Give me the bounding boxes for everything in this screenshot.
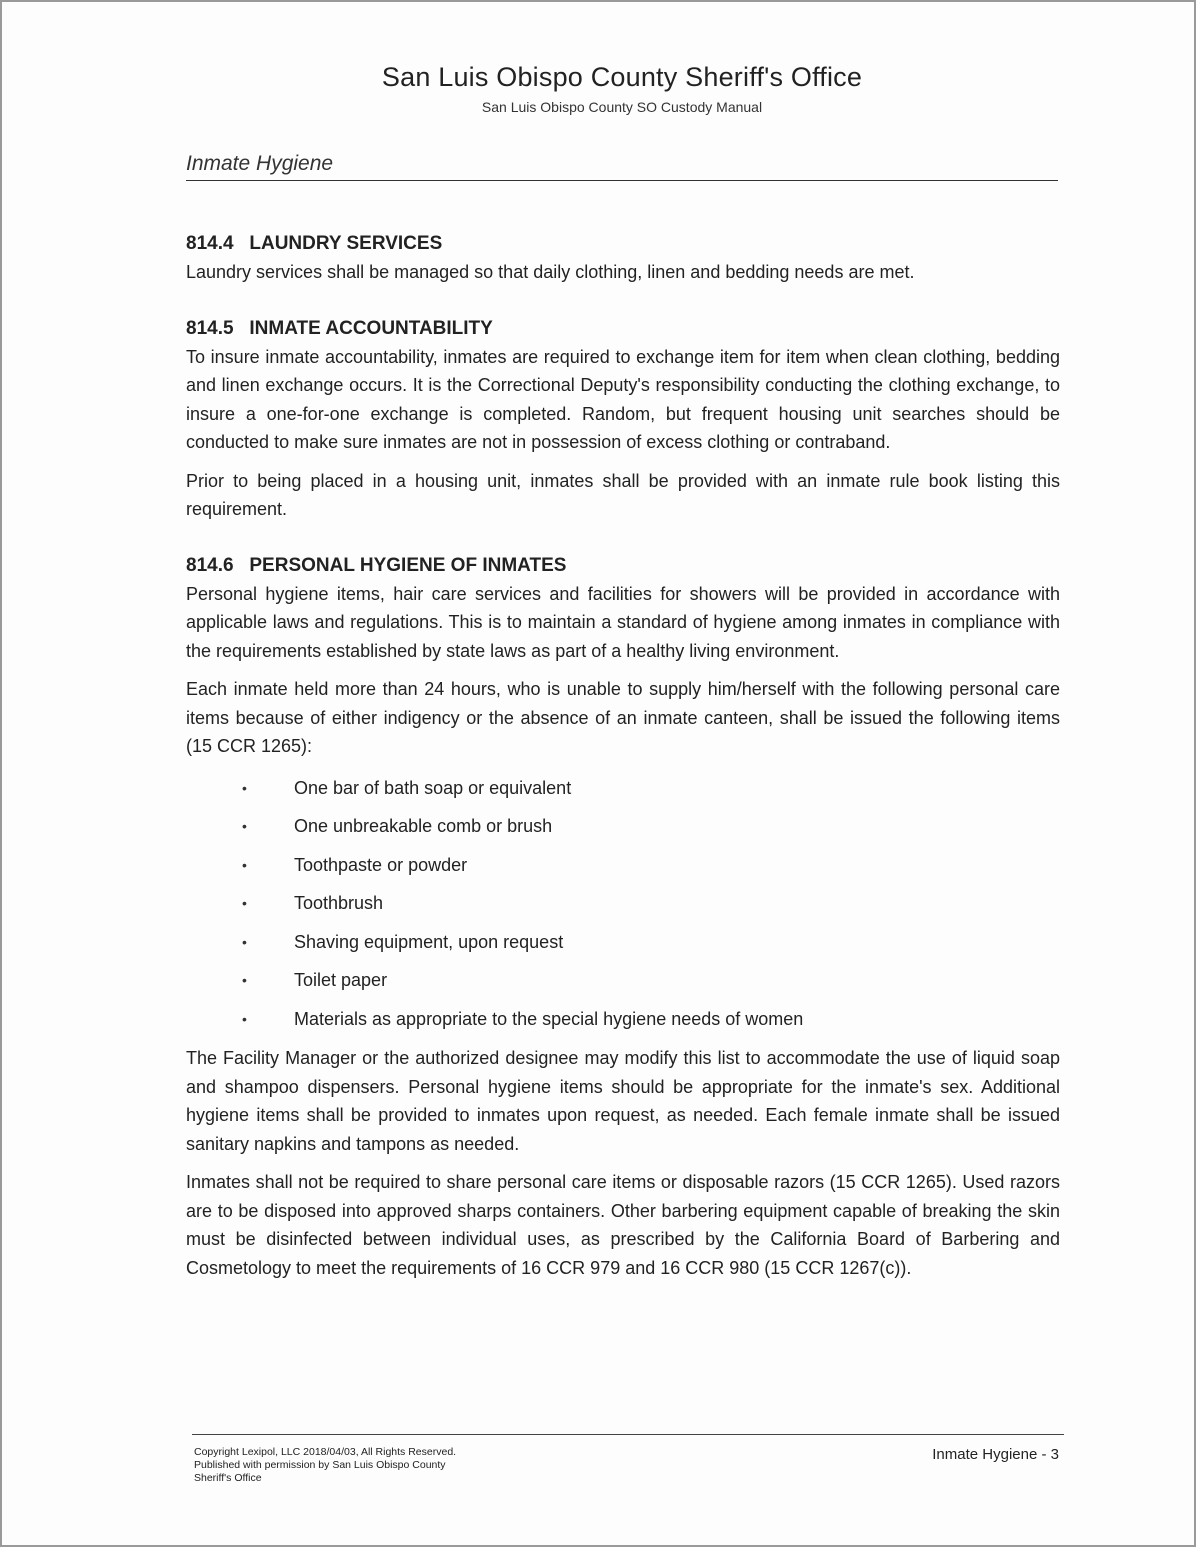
bullet-icon: • <box>242 933 247 950</box>
section-title-personal-hygiene: 814.6 PERSONAL HYGIENE OF INMATES <box>186 554 567 576</box>
list-item: • Shaving equipment, upon request <box>186 923 1060 962</box>
copyright-line: Sheriff's Office <box>194 1472 262 1484</box>
list-item: • Toothpaste or powder <box>186 846 1060 885</box>
page-number-label: Inmate Hygiene - 3 <box>932 1446 1059 1463</box>
bullet-icon: • <box>242 779 247 796</box>
paragraph: Each inmate held more than 24 hours, who is unable to supply him/herself with the following personal care items because of either indigency or the absence of an inmate canteen, shall be issued the following items (15 CCR 1265): <box>186 679 1060 756</box>
list-item: • One unbreakable comb or brush <box>186 807 1060 846</box>
paragraph: Prior to being placed in a housing unit, inmates shall be provided with an inmate rule book listing this requirement. <box>186 470 1060 519</box>
bullet-icon: • <box>242 972 247 988</box>
copyright-line: Copyright Lexipol, LLC 2018/04/03, All Rights Reserved. <box>194 1446 457 1458</box>
copyright-line: Published with permission by San Luis Obispo County <box>194 1459 446 1471</box>
section-title-inmate-accountability: 814.5 INMATE ACCOUNTABILITY <box>186 317 493 339</box>
paragraph: Laundry services shall be managed so that daily clothing, linen and bedding needs are met. <box>186 262 915 282</box>
bullet-icon: • <box>242 818 247 834</box>
bullet-icon: • <box>242 1010 247 1027</box>
paragraph: Personal hygiene items, hair care services and facilities for showers will be provided in accordance with applicable laws and regulations. This is to maintain a standard of hygiene among inmates in compliance with the requirements established by state laws as part of a healthy living environment. <box>186 583 1060 661</box>
document-heading: Inmate Hygiene <box>186 152 1058 181</box>
list-item: • Toothbrush <box>186 884 1060 923</box>
manual-subtitle: San Luis Obispo County SO Custody Manual <box>481 99 763 115</box>
list-item: • Materials as appropriate to the special hygiene needs of women <box>186 1000 1060 1039</box>
footer-divider <box>192 1434 1064 1435</box>
paragraph: To insure inmate accountability, inmates are required to exchange item for item when clean clothing, bedding and linen exchange occurs. It is the Correctional Deputy's responsibility conducting the clothing exchange, to insure a one-for-one exchange is completed. Random, but frequent housing unit searches should be conducted to make sure inmates are not in possession of excess clothing or contraband. <box>186 346 1060 452</box>
list-item: • Toilet paper <box>186 961 1060 1000</box>
paragraph: Inmates shall not be required to share personal care items or disposable razors (15 CCR 1265). Used razors are to be disposed into approved sharps containers. Other barbering equipment capable of breaking the skin must be disinfected between individual uses, as prescribed by the California Board of Barbering and Cosmetology to meet the requirements of 16 CCR 979 and 16 CCR 980 (15 CCR 1267(c)). <box>186 1172 1060 1278</box>
org-title: San Luis Obispo County Sheriff's Office <box>381 62 863 92</box>
footer-copyright <box>194 1446 574 1485</box>
document-body <box>186 230 1060 1282</box>
page-header <box>2 62 1200 115</box>
section-title-laundry-services: 814.4 LAUNDRY SERVICES <box>186 233 443 254</box>
bullet-icon: • <box>242 856 247 873</box>
list-item: • One bar of bath soap or equivalent <box>186 769 1060 808</box>
hygiene-items-list <box>186 769 1060 1039</box>
bullet-icon: • <box>242 895 247 911</box>
paragraph: The Facility Manager or the authorized designee may modify this list to accommodate the use of liquid soap and shampoo dispensers. Personal hygiene items should be appropriate for the inmate's sex. Additional hygiene items shall be provided to inmates upon request, as needed. Each female inmate shall be issued sanitary napkins and tampons as needed. <box>186 1048 1060 1154</box>
